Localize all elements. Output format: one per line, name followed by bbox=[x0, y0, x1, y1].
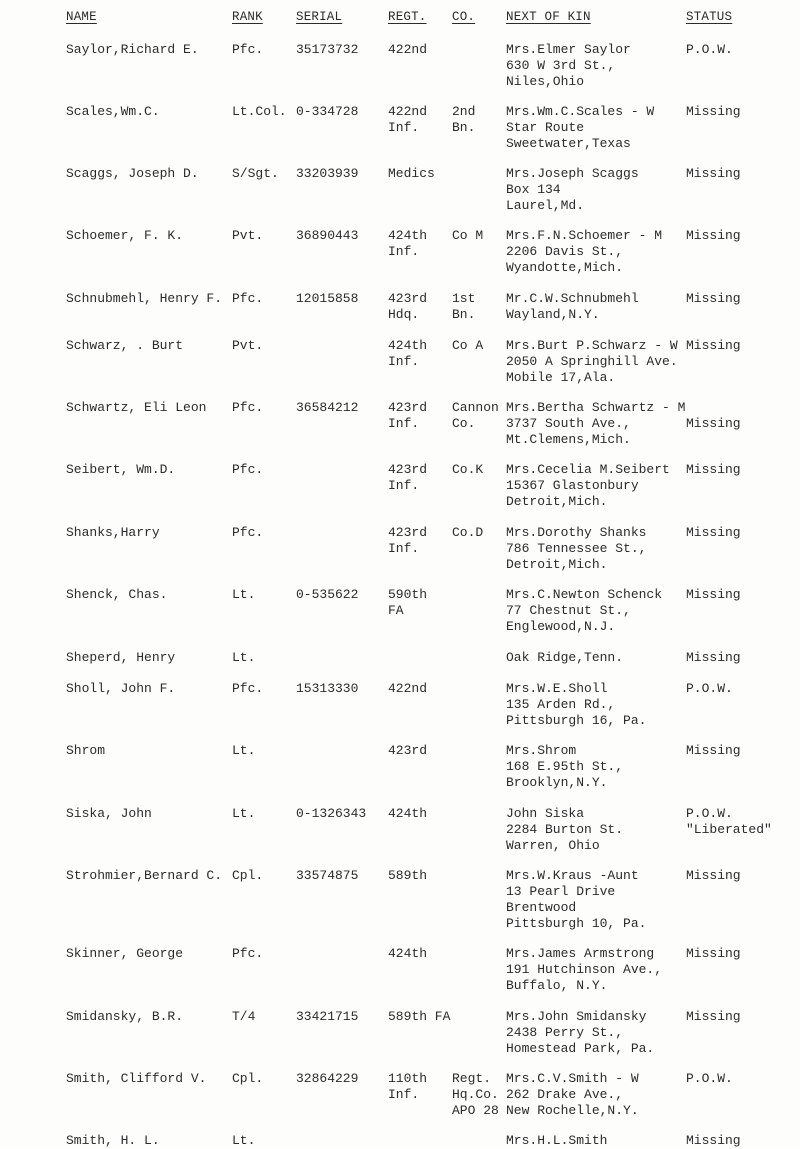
cell-status: Missing bbox=[686, 650, 741, 665]
cell-rank: Lt. bbox=[232, 743, 256, 758]
cell-serial: 33574875 bbox=[296, 868, 359, 883]
cell-rank: Pfc. bbox=[232, 42, 264, 57]
cell-co: Co M bbox=[452, 228, 484, 243]
header-next-of-kin: NEXT OF KIN bbox=[506, 10, 591, 24]
cell-rank: T/4 bbox=[232, 1009, 256, 1024]
cell-name: Seibert, Wm.D. bbox=[66, 462, 176, 477]
cell-next-of-kin: Mrs.F.N.Schoemer - M 2206 Davis St., Wyandotte,Mich. bbox=[506, 228, 663, 275]
cell-next-of-kin: Mr.C.W.Schnubmehl Wayland,N.Y. bbox=[506, 291, 639, 322]
cell-rank: Lt. bbox=[232, 1133, 256, 1148]
cell-regt: 589th FA bbox=[388, 1009, 451, 1024]
cell-name: Saylor,Richard E. bbox=[66, 42, 199, 57]
cell-status: P.O.W. bbox=[686, 42, 733, 57]
cell-rank: Pfc. bbox=[232, 291, 264, 306]
header-serial: SERIAL bbox=[296, 10, 343, 24]
cell-regt: 422nd bbox=[388, 42, 428, 57]
cell-serial: 35173732 bbox=[296, 42, 359, 57]
cell-name: Shrom bbox=[66, 743, 106, 758]
cell-next-of-kin: Mrs.Dorothy Shanks 786 Tennessee St., Detroit,Mich. bbox=[506, 525, 647, 572]
cell-rank: Lt. bbox=[232, 587, 256, 602]
cell-rank: Pfc. bbox=[232, 525, 264, 540]
cell-name: Siska, John bbox=[66, 806, 152, 821]
header-regt: REGT. bbox=[388, 10, 427, 24]
cell-rank: Cpl. bbox=[232, 1071, 264, 1086]
cell-name: Skinner, George bbox=[66, 946, 184, 961]
header-co: CO. bbox=[452, 10, 476, 24]
cell-status: Missing bbox=[686, 743, 741, 758]
cell-name: Schwartz, Eli Leon bbox=[66, 400, 207, 415]
cell-next-of-kin: John Siska 2284 Burton St. Warren, Ohio bbox=[506, 806, 624, 853]
cell-rank: Pvt. bbox=[232, 338, 264, 353]
cell-regt: 110th Inf. bbox=[388, 1071, 428, 1102]
cell-next-of-kin: Mrs.Elmer Saylor 630 W 3rd St., Niles,Ohio bbox=[506, 42, 631, 89]
cell-rank: Pfc. bbox=[232, 462, 264, 477]
cell-status: P.O.W. bbox=[686, 681, 733, 696]
cell-status: Missing bbox=[686, 291, 741, 306]
cell-status: Missing bbox=[686, 946, 741, 961]
cell-name: Shanks,Harry bbox=[66, 525, 160, 540]
cell-next-of-kin: Mrs.W.Kraus -Aunt 13 Pearl Drive Brentwood Pittsburgh 10, Pa. bbox=[506, 868, 647, 931]
cell-rank: Lt. bbox=[232, 650, 256, 665]
header-rank: RANK bbox=[232, 10, 263, 24]
cell-rank: Pvt. bbox=[232, 228, 264, 243]
cell-serial: 36584212 bbox=[296, 400, 359, 415]
cell-name: Sholl, John F. bbox=[66, 681, 176, 696]
cell-regt: 424th Inf. bbox=[388, 228, 428, 259]
cell-regt: 423rd Inf. bbox=[388, 462, 428, 493]
cell-next-of-kin: Mrs.W.E.Sholl 135 Arden Rd., Pittsburgh 16, Pa. bbox=[506, 681, 647, 728]
cell-serial: 0-1326343 bbox=[296, 806, 367, 821]
cell-regt: 422nd bbox=[388, 681, 428, 696]
cell-regt: 423rd Inf. bbox=[388, 525, 428, 556]
cell-co: 1st Bn. bbox=[452, 291, 476, 322]
cell-status: Missing bbox=[686, 228, 741, 243]
cell-serial: 33421715 bbox=[296, 1009, 359, 1024]
cell-serial: 36890443 bbox=[296, 228, 359, 243]
cell-name: Shenck, Chas. bbox=[66, 587, 168, 602]
cell-status: Missing bbox=[686, 416, 741, 431]
cell-next-of-kin: Mrs.C.Newton Schenck 77 Chestnut St., Englewood,N.J. bbox=[506, 587, 663, 634]
cell-regt: 424th bbox=[388, 946, 428, 961]
cell-co: Co.D bbox=[452, 525, 484, 540]
cell-name: Smidansky, B.R. bbox=[66, 1009, 184, 1024]
cell-status: P.O.W. "Liberated" bbox=[686, 806, 772, 837]
cell-co: Co A bbox=[452, 338, 484, 353]
cell-serial: 0-334728 bbox=[296, 104, 359, 119]
cell-status: Missing bbox=[686, 166, 741, 181]
cell-serial: 12015858 bbox=[296, 291, 359, 306]
cell-rank: Lt. bbox=[232, 806, 256, 821]
cell-serial: 15313330 bbox=[296, 681, 359, 696]
cell-next-of-kin: Mrs.Shrom 168 E.95th St., Brooklyn,N.Y. bbox=[506, 743, 624, 790]
cell-next-of-kin: Mrs.Cecelia M.Seibert 15367 Glastonbury Detroit,Mich. bbox=[506, 462, 670, 509]
cell-rank: Pfc. bbox=[232, 400, 264, 415]
cell-name: Strohmier,Bernard C. bbox=[66, 868, 223, 883]
cell-regt: 423rd bbox=[388, 743, 428, 758]
cell-rank: Lt.Col. bbox=[232, 104, 287, 119]
header-name: NAME bbox=[66, 10, 97, 24]
cell-next-of-kin: Mrs.Burt P.Schwarz - W 2050 A Springhill Ave. Mobile 17,Ala. bbox=[506, 338, 678, 385]
cell-regt: 423rd Inf. bbox=[388, 400, 428, 431]
cell-name: Smith, H. L. bbox=[66, 1133, 160, 1148]
cell-co: 2nd Bn. bbox=[452, 104, 476, 135]
cell-co: Co.K bbox=[452, 462, 484, 477]
cell-next-of-kin: Mrs.Bertha Schwartz - M 3737 South Ave., Mt.Clemens,Mich. bbox=[506, 400, 686, 447]
cell-rank: Cpl. bbox=[232, 868, 264, 883]
cell-regt: 424th Inf. bbox=[388, 338, 428, 369]
cell-status: Missing bbox=[686, 1133, 741, 1148]
cell-name: Smith, Clifford V. bbox=[66, 1071, 207, 1086]
cell-next-of-kin: Oak Ridge,Tenn. bbox=[506, 650, 624, 665]
cell-serial: 32864229 bbox=[296, 1071, 359, 1086]
cell-next-of-kin: Mrs.H.L.Smith bbox=[506, 1133, 608, 1148]
cell-name: Scaggs, Joseph D. bbox=[66, 166, 199, 181]
cell-name: Schoemer, F. K. bbox=[66, 228, 184, 243]
cell-status: P.O.W. bbox=[686, 1071, 733, 1086]
cell-serial: 33203939 bbox=[296, 166, 359, 181]
cell-name: Schnubmehl, Henry F. bbox=[66, 291, 223, 306]
cell-next-of-kin: Mrs.C.V.Smith - W 262 Drake Ave., New Rochelle,N.Y. bbox=[506, 1071, 639, 1118]
cell-status: Missing bbox=[686, 525, 741, 540]
cell-next-of-kin: Mrs.Wm.C.Scales - W Star Route Sweetwater,Texas bbox=[506, 104, 655, 151]
cell-rank: Pfc. bbox=[232, 681, 264, 696]
table-header bbox=[0, 10, 800, 30]
cell-next-of-kin: Mrs.John Smidansky 2438 Perry St., Homestead Park, Pa. bbox=[506, 1009, 655, 1056]
cell-serial: 0-535622 bbox=[296, 587, 359, 602]
cell-next-of-kin: Mrs.James Armstrong 191 Hutchinson Ave., Buffalo, N.Y. bbox=[506, 946, 663, 993]
cell-status: Missing bbox=[686, 587, 741, 602]
cell-name: Scales,Wm.C. bbox=[66, 104, 160, 119]
cell-regt: Medics bbox=[388, 166, 435, 181]
cell-status: Missing bbox=[686, 462, 741, 477]
cell-status: Missing bbox=[686, 104, 741, 119]
header-status: STATUS bbox=[686, 10, 733, 24]
cell-regt: 423rd Hdq. bbox=[388, 291, 428, 322]
cell-regt: 424th bbox=[388, 806, 428, 821]
cell-status: Missing bbox=[686, 1009, 741, 1024]
cell-next-of-kin: Mrs.Joseph Scaggs Box 134 Laurel,Md. bbox=[506, 166, 639, 213]
cell-status: Missing bbox=[686, 868, 741, 883]
cell-regt: 590th FA bbox=[388, 587, 428, 618]
cell-status: Missing bbox=[686, 338, 741, 353]
cell-rank: Pfc. bbox=[232, 946, 264, 961]
cell-regt: 589th bbox=[388, 868, 428, 883]
cell-co: Cannon Co. bbox=[452, 400, 499, 431]
cell-name: Sheperd, Henry bbox=[66, 650, 176, 665]
cell-regt: 422nd Inf. bbox=[388, 104, 428, 135]
cell-rank: S/Sgt. bbox=[232, 166, 279, 181]
cell-co: Regt. Hq.Co. APO 28 bbox=[452, 1071, 499, 1118]
cell-name: Schwarz, . Burt bbox=[66, 338, 184, 353]
